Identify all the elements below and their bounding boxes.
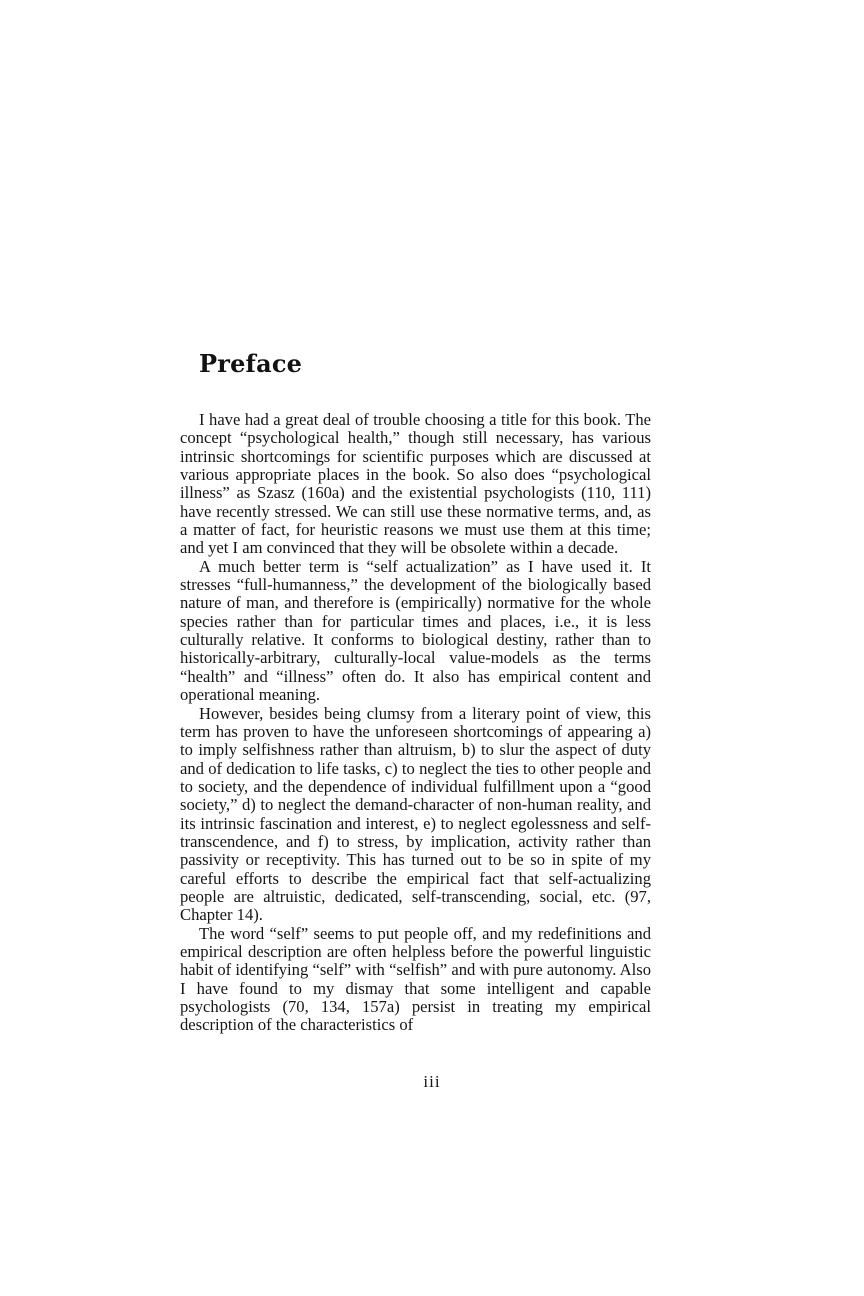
- paragraph-title-choice: I have had a great deal of trouble choosing a title for this book. The concept “psychological health,” though still necessary, has various intrinsic shortcomings for scientific purposes which are discussed at various appropriate places in the book. So also does “psychological illness” as Szasz (160a) and the existential psychologists (110, 111) have recently stressed. We can still use these normative terms, and, as a matter of fact, for heuristic reasons we must use them at this time; and yet I am convinced that they will be obsolete within a decade.: [180, 410, 651, 558]
- page-title: Preface: [199, 349, 303, 378]
- page-number: iii: [423, 1072, 441, 1091]
- paragraph-self-actualization: A much better term is “self actualization” as I have used it. It stresses “full-humanness,” the development of the biologically based nature of man, and therefore is (empirically) normative for the whole species rather than for particular times and places, i.e., it is less culturally relative. It conforms to biological destiny, rather than to historically-arbitrary, culturally-local value-models as the terms “health” and “illness” often do. It also has empirical content and operational meaning.: [180, 556, 651, 705]
- preface-body: [180, 411, 651, 1035]
- paragraph-shortcomings: However, besides being clumsy from a literary point of view, this term has proven to have the unforeseen shortcomings of appearing a) to imply selfishness rather than altruism, b) to slur the aspect of duty and of dedication to life tasks, c) to neglect the ties to other people and to society, and the dependence of individual fulfillment upon a “good society,” d) to neglect the demand-character of non-human reality, and its intrinsic fascination and interest, e) to neglect egolessness and self-transcendence, and f) to stress, by implication, activity rather than passivity or receptivity. This has turned out to be so in spite of my careful efforts to describe the empirical fact that self-actualizing people are altruistic, dedicated, self-transcending, social, etc. (97, Chapter 14).: [180, 703, 651, 925]
- paragraph-word-self: The word “self” seems to put people off, and my redefinitions and empirical description are often helpless before the powerful linguistic habit of identifying “self” with “selfish” and with pure autonomy. Also I have found to my dismay that some intelligent and capable psychologists (70, 134, 157a) persist in treating my empirical description of the characteristics of: [180, 923, 651, 1035]
